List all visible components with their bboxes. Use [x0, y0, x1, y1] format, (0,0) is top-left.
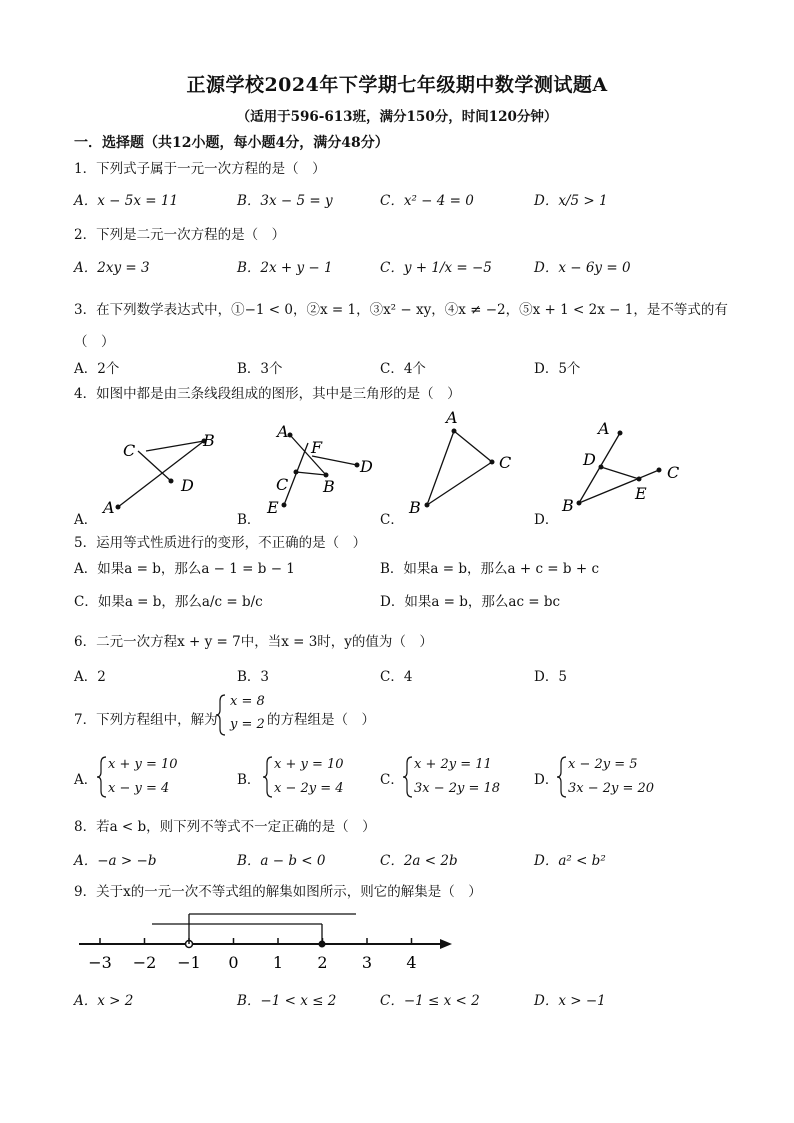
question-7-stem-pre: 7．下列方程组中，解为 [74, 712, 218, 728]
fig-d-label-a: A [598, 419, 610, 438]
question-5-option-b: B．如果a = b，那么a + c = b + c [380, 561, 599, 577]
question-3-option-d: D．5个 [534, 361, 581, 377]
fig-d-label-b: B [562, 496, 574, 515]
question-7-solution-x: x = 8 [230, 694, 265, 709]
question-6-option-d: D．5 [534, 669, 567, 685]
question-7-brace [215, 693, 227, 737]
question-2-option-b: B．2x + y − 1 [237, 260, 333, 276]
question-3-stem: 3．在下列数学表达式中，①−1 < 0，②x = 1，③x² − xy，④x ≠ −2，⑤x + 1 < 2x − 1，是不等式的有 [74, 302, 728, 318]
question-5-option-d: D．如果a = b，那么ac = bc [380, 594, 561, 610]
fig-d-label-d: D [583, 450, 596, 469]
question-7-option-b-label: B． [237, 772, 261, 788]
number-line-tick-label: −2 [132, 953, 157, 972]
question-1-option-c: C．x² − 4 = 0 [380, 193, 474, 209]
number-line-tick-label: 3 [361, 953, 373, 972]
question-9-option-b: B．−1 < x ≤ 2 [237, 993, 337, 1009]
question-7-option-c-eq2: 3x − 2y = 18 [414, 781, 501, 796]
question-1-option-a: A．x − 5x = 11 [74, 193, 179, 209]
question-7-stem-post: 的方程组是（ ） [267, 712, 375, 728]
number-line-tick-label: 0 [228, 953, 239, 972]
question-6-option-b: B．3 [237, 669, 270, 685]
question-8-option-c: C．2a < 2b [380, 853, 458, 869]
question-4-option-c: C． [380, 512, 404, 528]
fig-b-label-b: B [323, 477, 335, 496]
question-2-option-d: D．x − 6y = 0 [534, 260, 631, 276]
question-7-option-b-eq2: x − 2y = 4 [274, 781, 344, 796]
question-7-option-d-eq1: x − 2y = 5 [568, 757, 638, 772]
fig-c-label-c: C [499, 453, 512, 472]
question-5-stem: 5．运用等式性质进行的变形，不正确的是（ ） [74, 535, 367, 551]
question-4-option-b: B． [237, 512, 261, 528]
question-7-option-a-label: A． [74, 772, 98, 788]
question-8-option-d: D．a² < b² [534, 853, 606, 869]
question-8-option-a: A．−a > −b [74, 853, 157, 869]
question-1-option-d: D．x/5 > 1 [534, 193, 608, 209]
question-1-option-b: B．3x − 5 = y [237, 193, 333, 209]
fig-a-label-b: B [203, 431, 215, 450]
question-6-option-c: C．4 [380, 669, 413, 685]
fig-b-label-a: A [277, 422, 289, 441]
fig-d-label-e: E [635, 484, 647, 503]
question-7-option-b-brace [262, 755, 274, 799]
question-7-option-a-eq2: x − y = 4 [108, 781, 170, 796]
figure-c [402, 403, 532, 520]
question-8-option-b: B．a − b < 0 [237, 853, 326, 869]
question-3-option-a: A．2个 [74, 361, 120, 377]
question-3-option-c: C．4个 [380, 361, 426, 377]
question-7-option-c-eq1: x + 2y = 11 [414, 757, 492, 772]
fig-a-label-d: D [181, 476, 194, 495]
fig-b-label-d: D [360, 457, 373, 476]
question-3-stem-cont: （ ） [74, 334, 115, 350]
question-7-option-b-eq1: x + y = 10 [274, 757, 344, 772]
number-line-tick-label: −1 [177, 953, 201, 972]
question-4-option-d: D． [534, 512, 559, 528]
question-5-option-c: C．如果a = b，那么a/c = b/c [74, 594, 263, 610]
question-4-stem: 4．如图中都是由三条线段组成的图形，其中是三角形的是（ ） [74, 386, 461, 402]
question-7-option-d-label: D． [534, 772, 559, 788]
number-line-figure [74, 905, 454, 980]
question-2-option-c: C．y + 1/x = −5 [380, 260, 492, 276]
question-9-stem: 9．关于x的一元一次不等式组的解集如图所示，则它的解集是（ ） [74, 884, 482, 900]
question-2-stem: 2．下列是二元一次方程的是（ ） [74, 227, 286, 243]
fig-b-label-f: F [311, 438, 323, 457]
number-line-tick-label: −3 [88, 953, 112, 972]
fig-b-label-c: C [276, 475, 289, 494]
figure-b [262, 415, 392, 520]
question-7-option-c-label: C． [380, 772, 404, 788]
question-1-stem: 1．下列式子属于一元一次方程的是（ ） [74, 161, 326, 177]
question-2-option-a: A．2xy = 3 [74, 260, 150, 276]
fig-c-label-a: A [446, 408, 458, 427]
question-4-option-a: A． [74, 512, 98, 528]
question-7-solution-y: y = 2 [230, 717, 265, 732]
fig-c-label-b: B [409, 498, 421, 517]
question-9-option-d: D．x > −1 [534, 993, 606, 1009]
fig-d-label-c: C [667, 463, 680, 482]
fig-a-label-a: A [103, 498, 115, 517]
question-6-option-a: A．2 [74, 669, 106, 685]
fig-a-label-c: C [123, 441, 136, 460]
question-3-option-b: B．3个 [237, 361, 283, 377]
page-title: 正源学校2024年下学期七年级期中数学测试题A [186, 74, 608, 96]
number-line-tick-label: 4 [406, 953, 417, 972]
figure-d [556, 415, 686, 520]
section-heading: 一．选择题（共12小题，每小题4分，满分48分） [74, 135, 389, 151]
question-7-option-a-eq1: x + y = 10 [108, 757, 178, 772]
exam-subtitle: （适用于596-613班，满分150分，时间120分钟） [236, 109, 558, 125]
question-7-option-d-brace [556, 755, 568, 799]
question-7-option-a-brace [96, 755, 108, 799]
question-7-option-d-eq2: 3x − 2y = 20 [568, 781, 655, 796]
question-8-stem: 8．若a < b，则下列不等式不一定正确的是（ ） [74, 819, 376, 835]
number-line-tick-label: 1 [272, 953, 284, 972]
question-9-option-c: C．−1 ≤ x < 2 [380, 993, 480, 1009]
question-7-option-c-brace [402, 755, 414, 799]
question-9-option-a: A．x > 2 [74, 993, 134, 1009]
number-line-tick-label: 2 [317, 953, 328, 972]
question-6-stem: 6．二元一次方程x + y = 7中，当x = 3时，y的值为（ ） [74, 634, 433, 650]
fig-b-label-e: E [267, 498, 279, 517]
figure-a [96, 415, 226, 520]
question-5-option-a: A．如果a = b，那么a − 1 = b − 1 [74, 561, 295, 577]
